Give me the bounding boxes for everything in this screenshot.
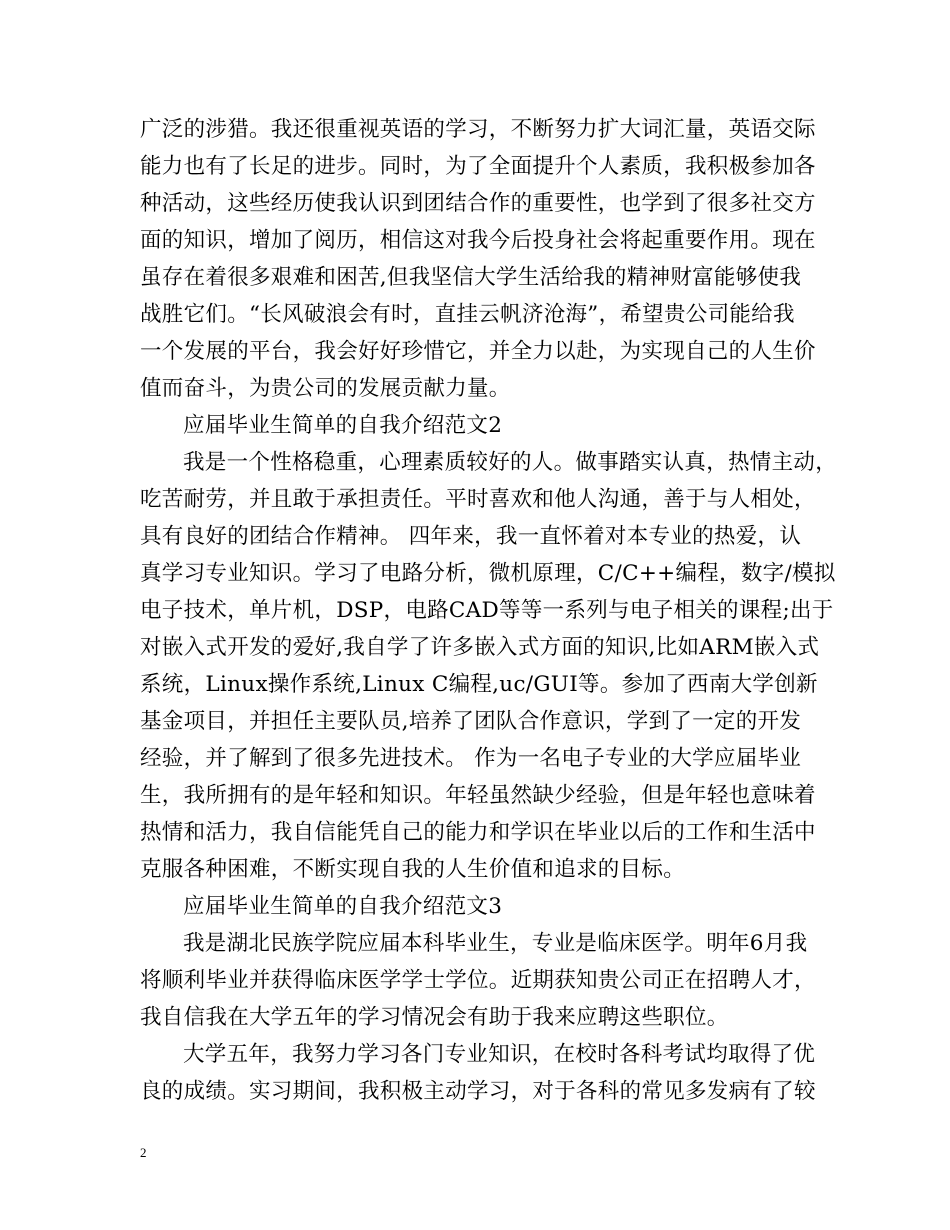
- text-line: 将顺利毕业并获得临床医学学士学位。近期获知贵公司正在招聘人才，: [140, 968, 816, 993]
- text-line: 我是湖北民族学院应届本科毕业生，专业是临床医学。明年6月我: [183, 931, 808, 956]
- section-heading: 应届毕业生简单的自我介绍范文3: [183, 894, 503, 919]
- page-number: 2: [140, 1145, 147, 1160]
- text-line: 广泛的涉猎。我还很重视英语的学习，不断努力扩大词汇量，英语交际: [140, 117, 816, 142]
- text-line: 电子技术，单片机，DSP，电路CAD等等一系列与电子相关的课程;出于: [140, 598, 834, 623]
- text-line: 热情和活力，我自信能凭自己的能力和学识在毕业以后的工作和生活中: [140, 820, 816, 845]
- text-line: 战胜它们。“长风破浪会有时，直挂云帆济沧海”，希望贵公司能给我: [140, 302, 795, 327]
- text-line: 我自信我在大学五年的学习情况会有助于我来应聘这些职位。: [140, 1005, 729, 1030]
- text-line: 我是一个性格稳重，心理素质较好的人。做事踏实认真，热情主动，: [183, 450, 838, 475]
- text-line: 具有良好的团结合作精神。 四年来，我一直怀着对本专业的热爱，认: [140, 524, 802, 549]
- text-line: 吃苦耐劳，并且敢于承担责任。平时喜欢和他人沟通，善于与人相处，: [140, 487, 816, 512]
- text-line: 种活动，这些经历使我认识到团结合作的重要性，也学到了很多社交方: [140, 191, 816, 216]
- text-line: 面的知识，增加了阅历，相信这对我今后投身社会将起重要作用。现在: [140, 228, 816, 253]
- text-line: 对嵌入式开发的爱好,我自学了许多嵌入式方面的知识,比如ARM嵌入式: [140, 635, 820, 660]
- text-line: 系统，Linux操作系统,Linux C编程,uc/GUI等。参加了西南大学创新: [140, 672, 818, 697]
- text-line: 能力也有了长足的进步。同时，为了全面提升个人素质，我积极参加各: [140, 154, 816, 179]
- text-line: 大学五年，我努力学习各门专业知识，在校时各科考试均取得了优: [183, 1042, 816, 1067]
- text-line: 良的成绩。实习期间，我积极主动学习，对于各科的常见多发病有了较: [140, 1079, 816, 1104]
- text-line: 基金项目，并担任主要队员,培养了团队合作意识，学到了一定的开发: [140, 709, 802, 734]
- text-line: 一个发展的平台，我会好好珍惜它，并全力以赴，为实现自己的人生价: [140, 339, 816, 364]
- text-line: 生，我所拥有的是年轻和知识。年轻虽然缺少经验，但是年轻也意味着: [140, 783, 816, 808]
- text-line: 真学习专业知识。学习了电路分析，微机原理，C/C++编程，数字/模拟: [140, 561, 836, 586]
- text-line: 克服各种困难，不断实现自我的人生价值和追求的目标。: [140, 857, 686, 882]
- text-line: 值而奋斗，为贵公司的发展贡献力量。: [140, 376, 511, 401]
- section-heading: 应届毕业生简单的自我介绍范文2: [183, 413, 503, 438]
- text-line: 虽存在着很多艰难和困苦,但我坚信大学生活给我的精神财富能够使我: [140, 265, 802, 290]
- text-line: 经验，并了解到了很多先进技术。 作为一名电子专业的大学应届毕业: [140, 746, 802, 771]
